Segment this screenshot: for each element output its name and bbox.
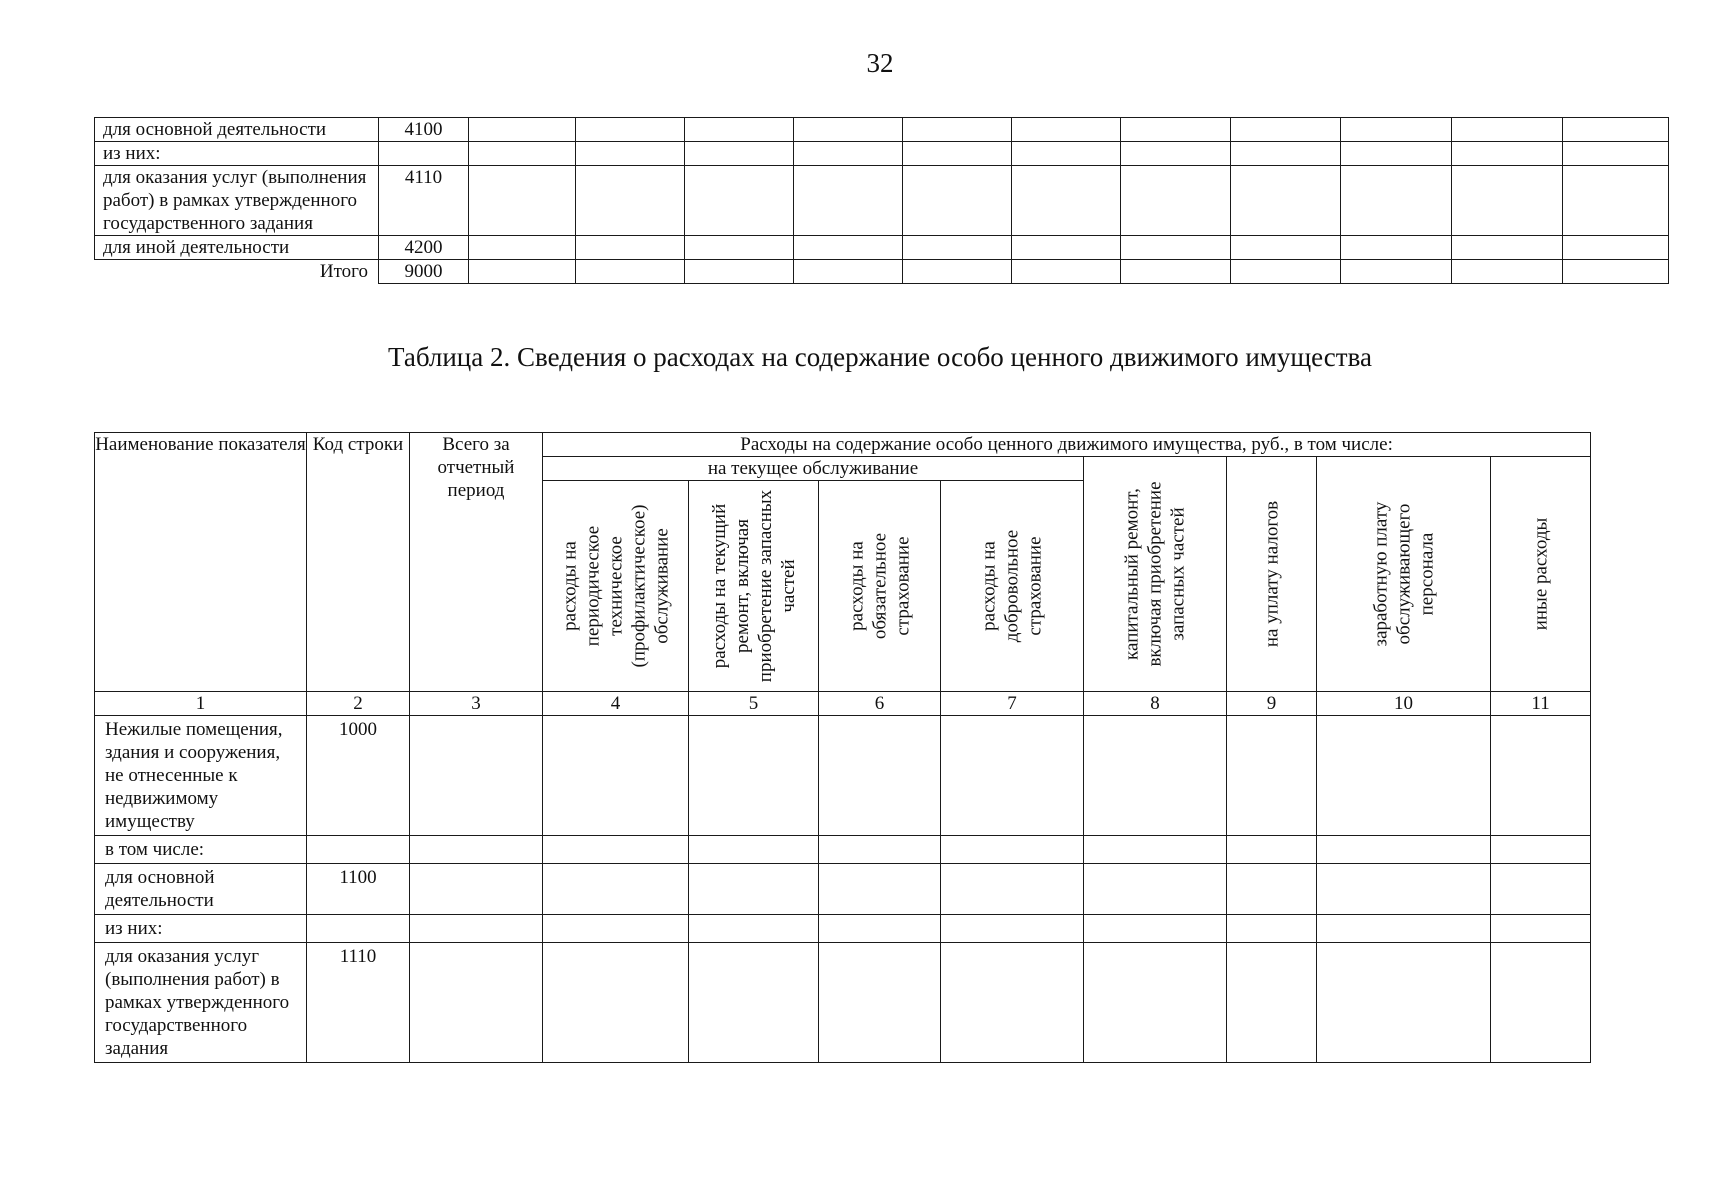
row-code: 4200 bbox=[379, 236, 469, 260]
header-col6: расходы на обязательное страхование bbox=[819, 481, 941, 692]
table-row-total bbox=[95, 260, 1669, 284]
row-code: 1100 bbox=[307, 864, 410, 915]
table-2 bbox=[94, 432, 1591, 1063]
header-total: Всего за отчетный период bbox=[410, 433, 543, 692]
header-col5: расходы на текущий ремонт, включая приобретение запасных частей bbox=[689, 481, 819, 692]
row-name: для оказания услуг (выполнения работ) в рамках утвержденного государственного задания bbox=[95, 943, 307, 1063]
row-code bbox=[307, 915, 410, 943]
row-code: 4110 bbox=[379, 166, 469, 236]
table-row bbox=[95, 142, 1669, 166]
row-code: 4100 bbox=[379, 118, 469, 142]
table-row bbox=[95, 836, 1591, 864]
row-name: из них: bbox=[95, 142, 379, 166]
header-col4: расходы на периодическое техническое (профилактическое) обслуживание bbox=[543, 481, 689, 692]
header-code: Код строки bbox=[307, 433, 410, 692]
column-number: 7 bbox=[941, 692, 1084, 716]
column-number: 3 bbox=[410, 692, 543, 716]
row-name: Нежилые помещения, здания и сооружения, не отнесенные к недвижимому имуществу bbox=[95, 716, 307, 836]
row-name: для основной деятельности bbox=[95, 118, 379, 142]
table-row bbox=[95, 118, 1669, 142]
table-row bbox=[95, 166, 1669, 236]
table-2-title: Таблица 2. Сведения о расходах на содержание особо ценного движимого имущества bbox=[388, 342, 1372, 372]
column-number: 11 bbox=[1491, 692, 1591, 716]
row-code: 1000 bbox=[307, 716, 410, 836]
header-expenses-group: Расходы на содержание особо ценного движимого имущества, руб., в том числе: bbox=[543, 433, 1591, 457]
header-current-service: на текущее обслуживание bbox=[543, 457, 1084, 481]
table-row bbox=[95, 864, 1591, 915]
column-number: 1 bbox=[95, 692, 307, 716]
column-number: 9 bbox=[1227, 692, 1317, 716]
row-code: 1110 bbox=[307, 943, 410, 1063]
row-name: для основной деятельности bbox=[95, 864, 307, 915]
column-number: 10 bbox=[1317, 692, 1491, 716]
column-number-row bbox=[95, 692, 1591, 716]
page-number: 32 bbox=[866, 48, 894, 78]
header-col10: заработную плату обслуживающего персонала bbox=[1317, 457, 1491, 692]
column-number: 6 bbox=[819, 692, 941, 716]
table-row bbox=[95, 943, 1591, 1063]
table-row bbox=[95, 236, 1669, 260]
header-col9: на уплату налогов bbox=[1227, 457, 1317, 692]
total-code: 9000 bbox=[379, 260, 469, 284]
column-number: 4 bbox=[543, 692, 689, 716]
row-code bbox=[307, 836, 410, 864]
header-name: Наименование показателя bbox=[95, 433, 307, 692]
column-number: 5 bbox=[689, 692, 819, 716]
row-name: для иной деятельности bbox=[95, 236, 379, 260]
table-1-continuation bbox=[94, 117, 1669, 284]
total-label: Итого bbox=[95, 260, 379, 284]
table-row bbox=[95, 915, 1591, 943]
row-name: из них: bbox=[95, 915, 307, 943]
row-code bbox=[379, 142, 469, 166]
column-number: 8 bbox=[1084, 692, 1227, 716]
header-row bbox=[95, 433, 1591, 457]
column-number: 2 bbox=[307, 692, 410, 716]
row-name: в том числе: bbox=[95, 836, 307, 864]
header-col7: расходы на добровольное страхование bbox=[941, 481, 1084, 692]
header-col11: иные расходы bbox=[1491, 457, 1591, 692]
row-name: для оказания услуг (выполнения работ) в рамках утвержденного государственного задания bbox=[95, 166, 379, 236]
table-row bbox=[95, 716, 1591, 836]
header-col8: капитальный ремонт, включая приобретение запасных частей bbox=[1084, 457, 1227, 692]
